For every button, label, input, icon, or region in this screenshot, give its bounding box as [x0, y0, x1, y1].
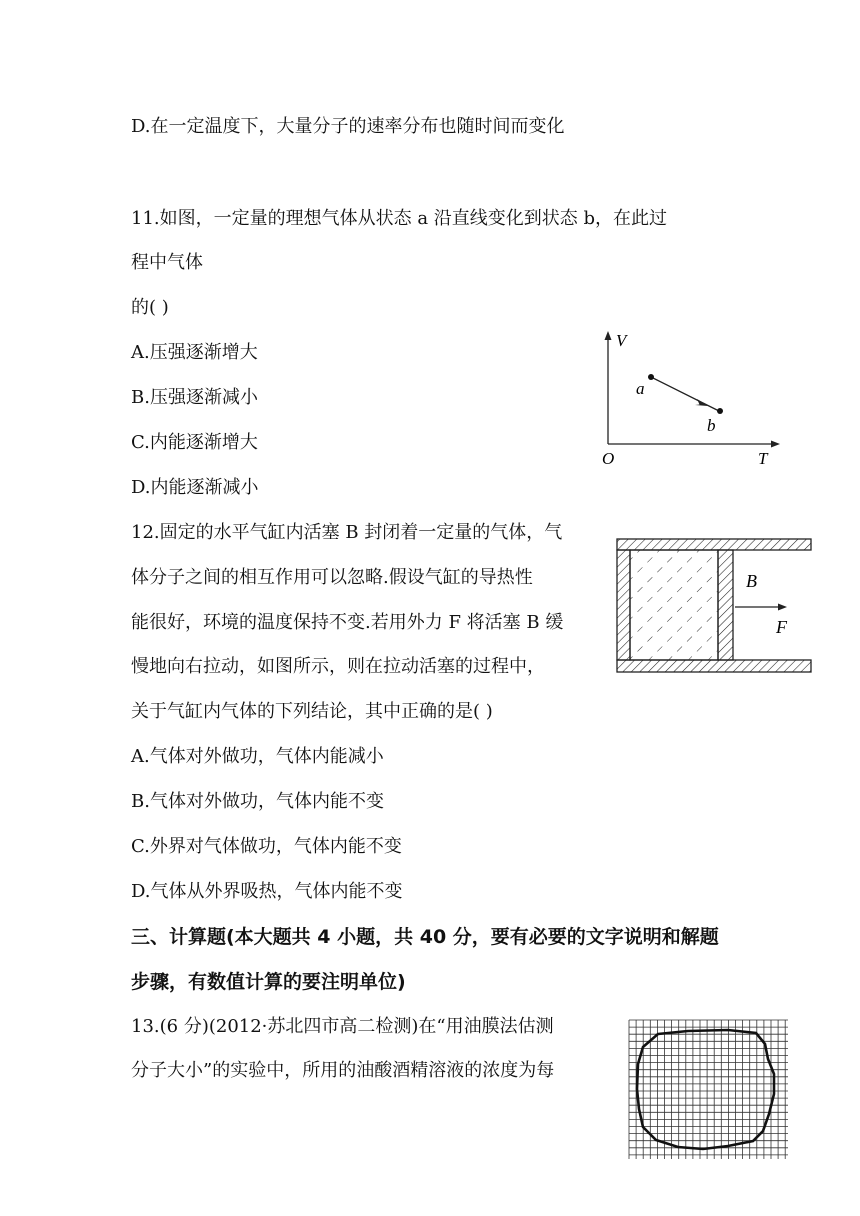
force-label-f: F: [776, 617, 787, 637]
cylinder-top-wall: [617, 539, 811, 550]
q11-option-c: C.内能逐渐增大: [131, 432, 258, 453]
q13-stem-line-1: 13.(6 分)(2012·苏北四市高二检测)在“用油膜法估测: [131, 1016, 554, 1037]
q11-vt-graph: [596, 328, 786, 470]
q12-cylinder-diagram: [614, 536, 814, 678]
point-a: [648, 374, 654, 380]
section3-heading-line-1: 三、计算题(本大题共 4 小题，共 40 分，要有必要的文字说明和解题: [131, 926, 719, 948]
q12-stem-line-2: 体分子之间的相互作用可以忽略.假设气缸的导热性: [131, 567, 533, 588]
axis-label-v: V: [616, 331, 627, 350]
q12-stem-line-5: 关于气缸内气体的下列结论，其中正确的是( ): [131, 701, 493, 722]
q11-stem-line-1: 11.如图，一定量的理想气体从状态 a 沿直线变化到状态 b，在此过: [131, 208, 668, 229]
process-line: [651, 377, 719, 411]
q11-option-b: B.压强逐渐减小: [131, 387, 258, 408]
q13-stem-line-2: 分子大小”的实验中，所用的油酸酒精溶液的浓度为每: [131, 1060, 555, 1081]
y-axis-arrow: [605, 331, 612, 340]
q12-option-a: A.气体对外做功，气体内能减小: [131, 746, 384, 767]
q12-stem-line-4: 慢地向右拉动，如图所示，则在拉动活塞的过程中，: [131, 656, 545, 677]
q12-stem-line-3: 能很好，环境的温度保持不变.若用外力 F 将活塞 B 缓: [131, 612, 564, 633]
point-b: [717, 408, 723, 414]
q11-stem-line-3: 的( ): [131, 297, 169, 318]
force-arrow-head: [778, 604, 787, 611]
q11-option-d: D.内能逐渐减小: [131, 477, 259, 498]
gas-region: [630, 550, 718, 660]
point-b-label: b: [707, 416, 716, 435]
section3-heading-line-2: 步骤，有数值计算的要注明单位): [131, 971, 406, 993]
cylinder-bottom-wall: [617, 660, 811, 672]
q11-option-a: A.压强逐渐增大: [131, 342, 258, 363]
axis-label-t: T: [758, 449, 768, 468]
point-a-label: a: [636, 379, 645, 398]
q11-stem-line-2: 程中气体: [131, 252, 203, 273]
piston-b: [718, 550, 733, 660]
origin-label: O: [602, 449, 615, 468]
piston-label-b: B: [746, 571, 757, 591]
cylinder-left-wall: [617, 550, 630, 660]
q13-oil-film-grid: [628, 1019, 790, 1161]
q10-option-d: D.在一定温度下，大量分子的速率分布也随时间而变化: [131, 116, 565, 137]
q12-option-c: C.外界对气体做功，气体内能不变: [131, 836, 402, 857]
q12-option-b: B.气体对外做功，气体内能不变: [131, 791, 384, 812]
q12-option-d: D.气体从外界吸热，气体内能不变: [131, 881, 403, 902]
x-axis-arrow: [771, 441, 780, 448]
q12-stem-line-1: 12.固定的水平气缸内活塞 B 封闭着一定量的气体，气: [131, 522, 563, 543]
